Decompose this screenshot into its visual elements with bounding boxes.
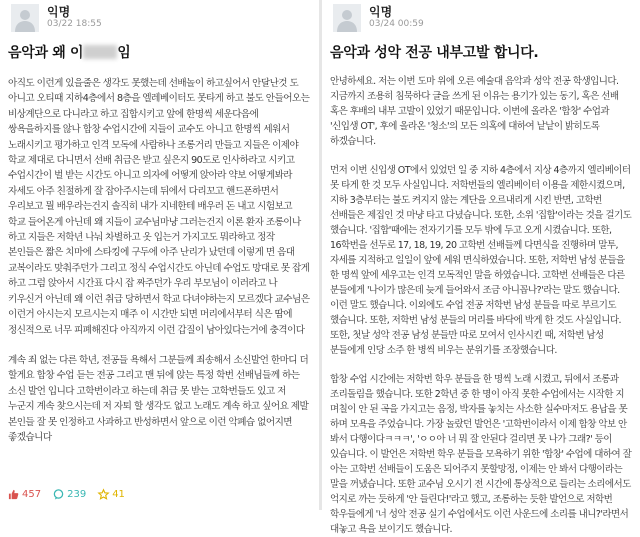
post-body xyxy=(330,74,632,537)
post-header xyxy=(322,0,640,40)
thumbs-up-icon xyxy=(8,489,19,500)
post-header xyxy=(0,0,319,40)
left-post-panel xyxy=(0,0,319,510)
anonymous-avatar xyxy=(333,4,361,32)
right-post-panel xyxy=(322,0,640,535)
post-paragraph: 먼저 이번 신입생 OT에서 있었던 일 중 지하 4층에서 지상 4층까지 엘리베이터 못 타게 한 것 모두 사실입니다. 저학번들의 엘리베이터 이용을 제한시켰으며, 지하 3층부터는 불도 켜지지 않는 계단을 오르내리게 시킨 반면, 고학번 선배들은 제집인 것 마냥 타고 다녔습니다. 또한, 소위 '집합'이라는 것을 걸기도 했습니다. '집합'때에는 전자기기를 모두 밖에 두고 오게 시켰습니다. 또한, 16학번을 선두로 17, 18, 19, 20 고학번 선배들께 다면식을 진행하며 말투, 자세를 지적하고 일일이 앞에 세워 면식하였습니다. 또한, 저학번 남성 분들을 한 명씩 앞에 세우고는 인격 모독적인 말을 하였습니다. 고학번 선배들은 다른 분들에게 '나이가 많은데 늦게 들어와서 조금 아니꼽나?'라는 말도 했습니다. 이런 말도 했습니다. 이외에도 수업 전공 저학번 남성 분들을 따로 부르기도 했습니다. 또한, 저학번 남성 분들의 머리를 바닥에 박게 한 것도 사실입니다. 또한, 첫날 성악 전공 남성 분들만 따로 모여서 인사시킨 때, 저학번 남성 분들에게 인당 소주 한 병씩 비우는 분위기를 조장했습니다. xyxy=(330,165,632,356)
comment-count[interactable] xyxy=(53,489,86,500)
post-title: 음악과 성악 전공 내부고발 합니다. xyxy=(330,45,539,61)
post-title-suffix: 임 xyxy=(117,45,131,61)
comment-count-value: 239 xyxy=(67,489,87,500)
scrap-count[interactable] xyxy=(98,489,125,500)
default-profile-icon xyxy=(11,4,39,32)
post-title xyxy=(8,42,319,62)
author-name: 익명 xyxy=(369,5,393,19)
star-icon xyxy=(98,489,109,500)
like-count[interactable] xyxy=(8,489,41,500)
post-paragraph: 아직도 이런게 있을줄은 생각도 못했는데 선배놀이 하고싶어서 안달난것 도 아니고 오티때 지하4층에서 8층을 엘레베이터도 못타게 하고 불도 안들어오는 비상계단으로 다니라고 하고 집합시키고 앞에 한명씩 세운다음에 쌍욕을하지를 않나 합창 수업시간에 지들이 교수도 아니고 한명씩 세워서 노래시키고 평가하고 인격 모독에 사람하나 조롱거리 만들고 지들은 이제야 학교 제대로 다니면서 선배 취급은 받고 싶은지 90도로 인사하라고 시키고 수업시간이 벌 받는 시간도 아니고 의자에 어떻게 앉아라 약보 어떻게봐라 자세도 아주 친절하게 잘 잡아주시는데 뒤에서 다리꼬고 핸드폰하면서 우리보고 뭘 배우라는건지 솔직히 내가 지네한테 배우러 돈 내고 시험보고 학교 들어온게 아닌데 왜 지들이 교수님마냥 그러는건지 이론 환자 조롱이나 하고 지들은 저학년 나눠 차별하고 옷 입는거 가지고도 뭐라하고 정작 본인들은 짧은 치마에 스타킹에 구두에 아주 난리가 났던데 이렇게 면 음대 교복이라도 맞춰주던가 그리고 정식 수업시간도 아닌데 수업도 망대로 못 잡게 하고 그럼 앉아서 시간표 다시 잡 짜주던가 우리 부모님이 이러라고 나 키우신거 아닌데 왜 이런 취급 당하면서 학교 다녀야하는지 모르겠다 교수님은 이런거 아시는지 모르시는지 매주 이 시간만 되면 머리에서부터 식은 땀에 정신적으로 너무 피폐해진다 아직까지 이런 갑질이 남아있다는거에 충격이다 xyxy=(8,78,310,336)
post-stats xyxy=(8,489,125,500)
post-date: 03/22 18:55 xyxy=(47,19,102,29)
post-body xyxy=(8,76,311,445)
default-profile-icon xyxy=(333,4,361,32)
redacted-text-blur xyxy=(83,45,117,59)
post-paragraph: 안녕하세요. 저는 이번 도마 위에 오른 예술대 음악과 성악 전공 학생입니다. 지금까지 조용히 침묵하다 글을 쓰게 된 이유는 용기가 있는 동기, 혹은 선배 혹은 후배의 내부 고발이 있었기 때문입니다. 이번에 올라온 '합창' 수업과 '신입생 OT', 후에 올라온 '청소'의 모든 의혹에 대하여 낱낱이 밝히도록 하겠습니다. xyxy=(330,76,619,147)
post-paragraph: 계속 죄 없는 다른 학년, 전공들 욕해서 그분들께 죄송해서 소신발언 한마디 더 할게요 합창 수업 듣는 전공 그리고 맨 뒤에 앉는 특정 학번 선배님들께 하는 소신 발언 입니다 고학번이라고 하는데 취급 못 받는 고학번들도 있고 저 누군지 계속 찾으시는데 저 자퇴 할 생각도 없고 노래도 계속 하고 싶어요 제발 본인들 잘 못 인정하고 사과하고 반성하면서 앞으로 이런 악폐습 없어지면 좋겠습니다 xyxy=(8,354,309,443)
post-title-prefix: 음악과 왜 이 xyxy=(8,45,84,61)
post-paragraph: 합창 수업 시간에는 저학번 학우 분들을 한 명씩 노래 시켰고, 뒤에서 조롱과 조리돌림을 했습니다. 또한 2학년 중 한 명이 아직 못한 수업에서는 시작한 지 며칠이 안 된 곡을 가지고는 음정, 박자를 놓치는 사소한 실수마저도 용납을 못 하며 모욕을 주었습니다. 가장 놀랐던 발언은 '고학번이라서 이제 합창 악보 안 봐서 다행이다ㅋㅋㅋ', 'ㅇㅇ아 너 뭐 잘 안된다 걸리면 못 나가 그래?' 등이 있습니다. 이 발언은 저학번 학우 분들을 모욕하기 위한 '합창' 수업에 대하여 잘 아는 고학번 선배들이 도움은 되어주지 못할망정, 이제는 안 봐서 다행이라는 말을 꺼냈습니다. 또한 교수님 오시기 전 시간에 통상적으로 들리는 소리에서도 억지로 까는 듯하게 '안 들린다!'라고 했고, 조롱하는 듯한 발언으로 저학번 학우들에게 '너 성악 전공 실기 수업에서도 이런 사운드에 소리를 내니?'라면서 대놓고 욕을 보이기도 했습니다. xyxy=(330,374,632,535)
like-count-value: 457 xyxy=(22,489,42,500)
author-name: 익명 xyxy=(47,5,71,19)
comment-bubble-icon xyxy=(53,489,64,500)
post-date: 03/24 00:59 xyxy=(369,19,424,29)
scrap-count-value: 41 xyxy=(112,489,125,500)
anonymous-avatar xyxy=(11,4,39,32)
